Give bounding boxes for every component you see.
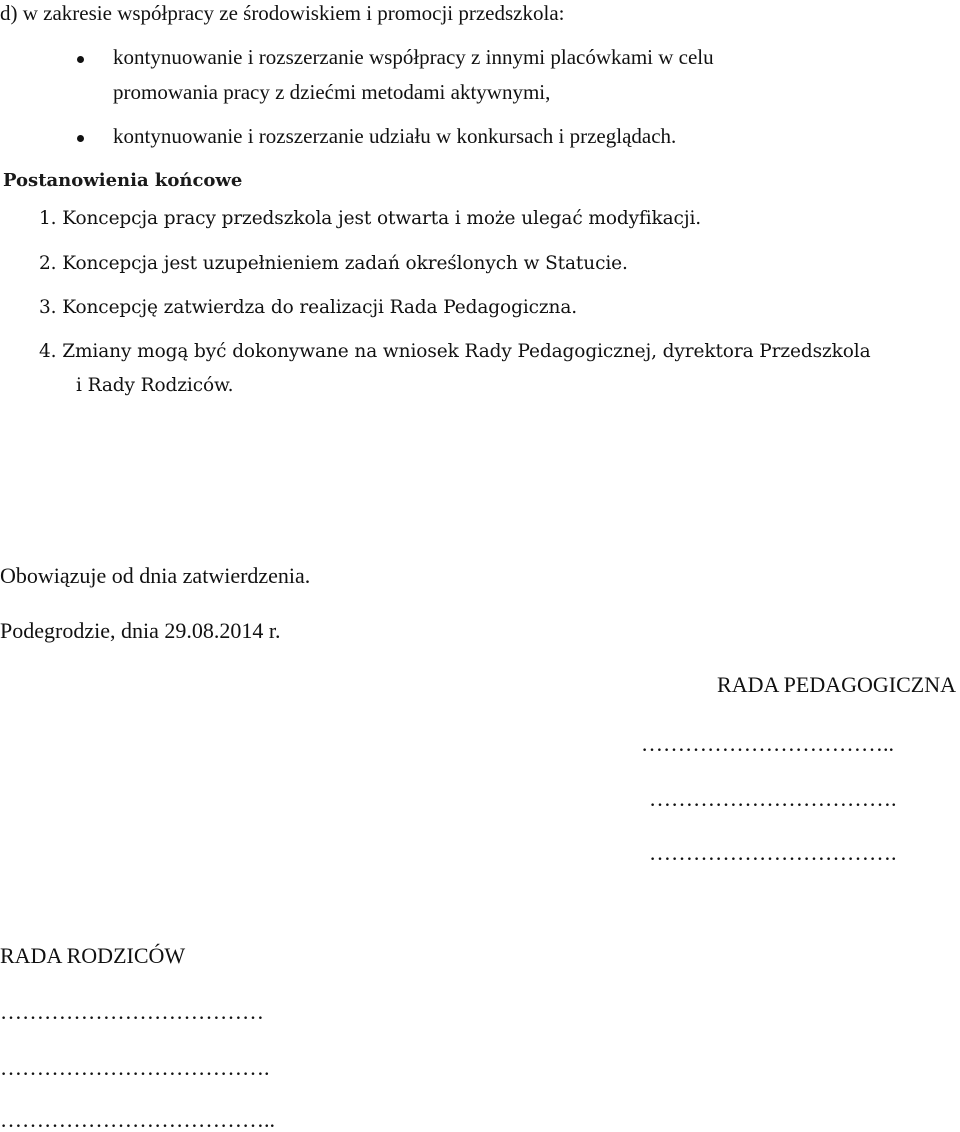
bullet-2-line-1: kontynuowanie i rozszerzanie udziału w konkursach i przeglądach. [113,124,677,148]
teachers-signature-line: …………………………….. [641,731,894,756]
parents-signature-line: ……………………………… [0,999,264,1024]
parents-signature-line: ………………………………. [0,1055,270,1080]
bullet-1-line-2: promowania pracy z dziećmi metodami aktywnymi, [113,80,551,104]
place-date: Podegrodzie, dnia 29.08.2014 r. [0,618,281,643]
parents-signature-line: ……………………………….. [0,1107,275,1132]
provision-item-4-line-1: 4. Zmiany mogą być dokonywane na wniosek Rady Pedagogicznej, dyrektora Przedszkola [39,341,871,362]
provision-item-1: 1. Koncepcja pracy przedszkola jest otwarta i może ulegać modyfikacji. [39,208,702,229]
parents-council-title: RADA RODZICÓW [0,943,186,968]
provision-item-3: 3. Koncepcję zatwierdza do realizacji Rada Pedagogiczna. [39,297,578,318]
bullet-icon [77,135,84,142]
teachers-signature-line: ……………………………. [649,786,897,811]
teachers-council-title: RADA PEDAGOGICZNA [717,672,956,697]
bullet-icon [77,56,84,63]
teachers-signature-line: ……………………………. [649,840,897,865]
provision-item-2: 2. Koncepcja jest uzupełnieniem zadań określonych w Statucie. [39,253,628,274]
section-d-heading: d) w zakresie współpracy ze środowiskiem i promocji przedszkola: [0,1,565,25]
bullet-1-line-1: kontynuowanie i rozszerzanie współpracy z innymi placówkami w celu [113,45,714,69]
final-provisions-heading: Postanowienia końcowe [3,170,243,191]
effective-statement: Obowiązuje od dnia zatwierdzenia. [0,563,311,588]
provision-item-4-line-2: i Rady Rodziców. [76,375,234,396]
